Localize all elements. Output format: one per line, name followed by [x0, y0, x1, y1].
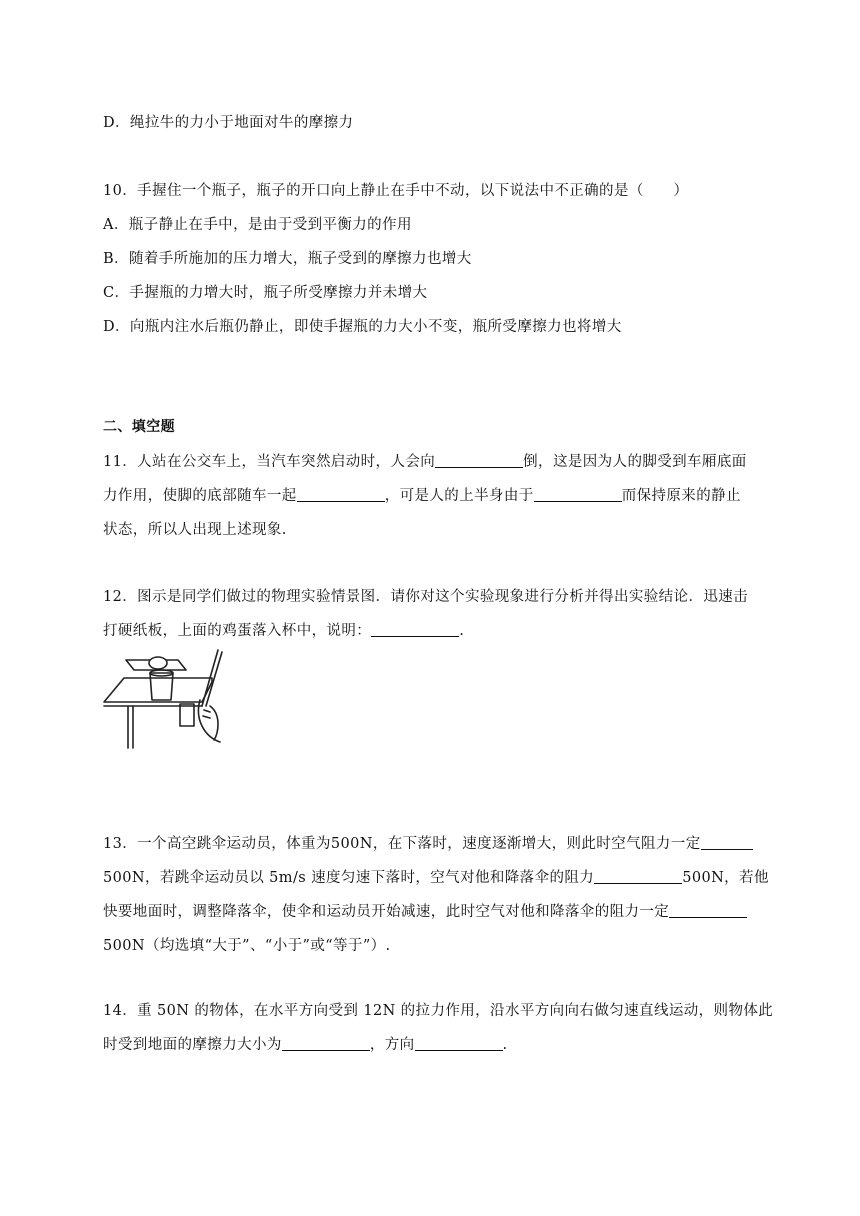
answer-blank[interactable] — [282, 1036, 370, 1051]
answer-blank[interactable] — [534, 487, 622, 502]
hand-detail — [203, 710, 210, 718]
q10-stem: 10．手握住一个瓶子，瓶子的开口向上静止在手中不动，以下说法中不正确的是（ ） — [103, 183, 689, 199]
answer-blank[interactable] — [701, 835, 753, 850]
egg — [149, 657, 167, 669]
q11-text-2c: 而保持原来的静止 — [621, 488, 741, 504]
q11-text-2a: 力作用，使脚的底部随车一起 — [103, 488, 297, 504]
q13-line-1 — [103, 832, 753, 853]
table-block — [180, 704, 194, 726]
q13-text-3: 快要地面时，调整降落伞，使伞和运动员开始减速，此时空气对他和降落伞的阻力一定 — [103, 904, 670, 920]
q10-option-c: C．手握瓶的力增大时，瓶子所受摩擦力并未增大 — [103, 285, 428, 301]
q14-text-2a: 时受到地面的摩擦力大小为 — [103, 1037, 282, 1053]
q12-line-2 — [103, 619, 464, 640]
answer-blank[interactable] — [297, 487, 385, 502]
q11-line-1 — [103, 450, 747, 471]
q14-line-2 — [103, 1033, 508, 1054]
answer-blank[interactable] — [669, 903, 747, 918]
q10-option-d: D．向瓶内注水后瓶仍静止，即使手握瓶的力大小不变，瓶所受摩擦力也将增大 — [103, 319, 622, 335]
experiment-figure — [102, 648, 232, 750]
q11-line-2 — [103, 484, 741, 505]
q11-text-1a: 11．人站在公交车上，当汽车突然启动时，人会向 — [103, 454, 436, 470]
answer-blank[interactable] — [371, 622, 459, 637]
table-top — [104, 678, 212, 702]
answer-blank[interactable] — [594, 869, 682, 884]
cup — [150, 673, 173, 700]
q12-line-1: 12．图示是同学们做过的物理实验情景图．请你对这个实验现象进行分析并得出实验结论．迅速击 — [103, 589, 749, 605]
q14-text-2b: ，方向 — [369, 1037, 415, 1053]
q12-text-2a: 打硬纸板，上面的鸡蛋落入杯中，说明： — [103, 623, 372, 639]
q11-text-2b: ，可是人的上半身由于 — [384, 488, 534, 504]
section-title: 二、填空题 — [103, 419, 175, 435]
q14-text-2c: . — [502, 1037, 508, 1053]
q13-text-1: 13．一个高空跳伞运动员，体重为500N，在下落时，速度逐渐增大，则此时空气阻力一定 — [103, 836, 701, 852]
answer-blank[interactable] — [435, 453, 523, 468]
stick — [206, 652, 222, 706]
q10-option-a: A．瓶子静止在手中，是由于受到平衡力的作用 — [103, 217, 412, 233]
q9-option-d: D．绳拉牛的力小于地面对牛的摩擦力 — [103, 115, 354, 131]
q11-text-1b: 倒，这是因为人的脚受到车厢底面 — [523, 454, 747, 470]
q13-text-2b: 500N，若他 — [682, 870, 769, 886]
q11-line-3: 状态，所以人出现上述现象. — [103, 522, 287, 538]
q14-line-1: 14．重 50N 的物体，在水平方向受到 12N 的拉力作用，沿水平方向向右做匀速直线运动，则物体此 — [103, 1003, 774, 1019]
q13-line-2 — [103, 866, 769, 887]
q12-text-2b: . — [459, 623, 465, 639]
q13-line-3 — [103, 900, 747, 921]
q13-text-2a: 500N，若跳伞运动员以 5m/s 速度匀速下落时，空气对他和降落伞的阻力 — [103, 870, 595, 886]
q10-option-b: B．随着手所施加的压力增大，瓶子受到的摩擦力也增大 — [103, 251, 472, 267]
answer-blank[interactable] — [415, 1036, 503, 1051]
q13-line-4: 500N（均选填“大于”、“小于”或“等于”）. — [103, 938, 391, 954]
